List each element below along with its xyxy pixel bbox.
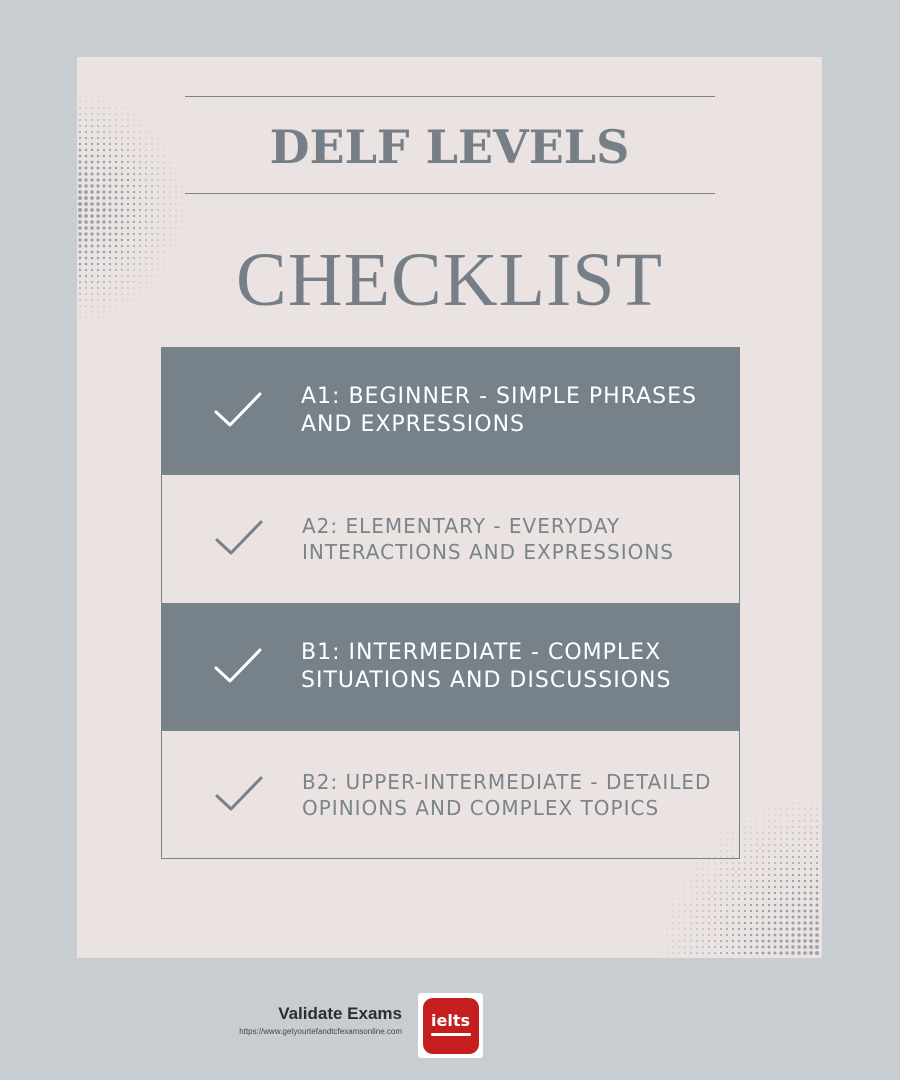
- checklist-item-a1: [161, 347, 740, 475]
- checklist-item-label: B2: UPPER-INTERMEDIATE - DETAILED OPINIONS AND COMPLEX TOPICS: [302, 769, 712, 820]
- checklist-card: [77, 57, 822, 958]
- checklist-item-b2: [161, 731, 740, 859]
- brand-block: [239, 1004, 402, 1038]
- checkmark-icon: [214, 519, 264, 559]
- checkmark-icon: [214, 775, 264, 815]
- brand-url[interactable]: https://www.getyourtefandtcfexamsonline.com: [239, 1027, 402, 1036]
- ielts-logo-badge: [423, 998, 479, 1054]
- checklist-item-label: B1: INTERMEDIATE - COMPLEX SITUATIONS AND DISCUSSIONS: [301, 640, 672, 693]
- ielts-logo-text: ielts: [431, 1010, 470, 1030]
- divider-top: [185, 96, 715, 97]
- checklist: [161, 347, 740, 859]
- brand-name: Validate Exams: [278, 1004, 402, 1023]
- checklist-item-label: A2: ELEMENTARY - EVERYDAY INTERACTIONS AND EXPRESSIONS: [302, 514, 674, 564]
- page-title: CHECKLIST: [236, 238, 663, 322]
- ielts-logo: [418, 993, 483, 1058]
- checklist-item-a2: [161, 475, 740, 603]
- checkmark-icon: [213, 647, 263, 687]
- checklist-item-label: A1: BEGINNER - SIMPLE PHRASES AND EXPRESSIONS: [301, 384, 697, 437]
- halftone-pattern-top-left: [77, 57, 207, 377]
- page-subtitle: DELF LEVELS: [269, 120, 630, 174]
- checkmark-icon: [213, 391, 263, 431]
- checklist-item-b1: [161, 603, 740, 731]
- divider-bottom: [185, 193, 715, 194]
- footer: [0, 990, 900, 1060]
- logo-swoosh-icon: [431, 1033, 471, 1036]
